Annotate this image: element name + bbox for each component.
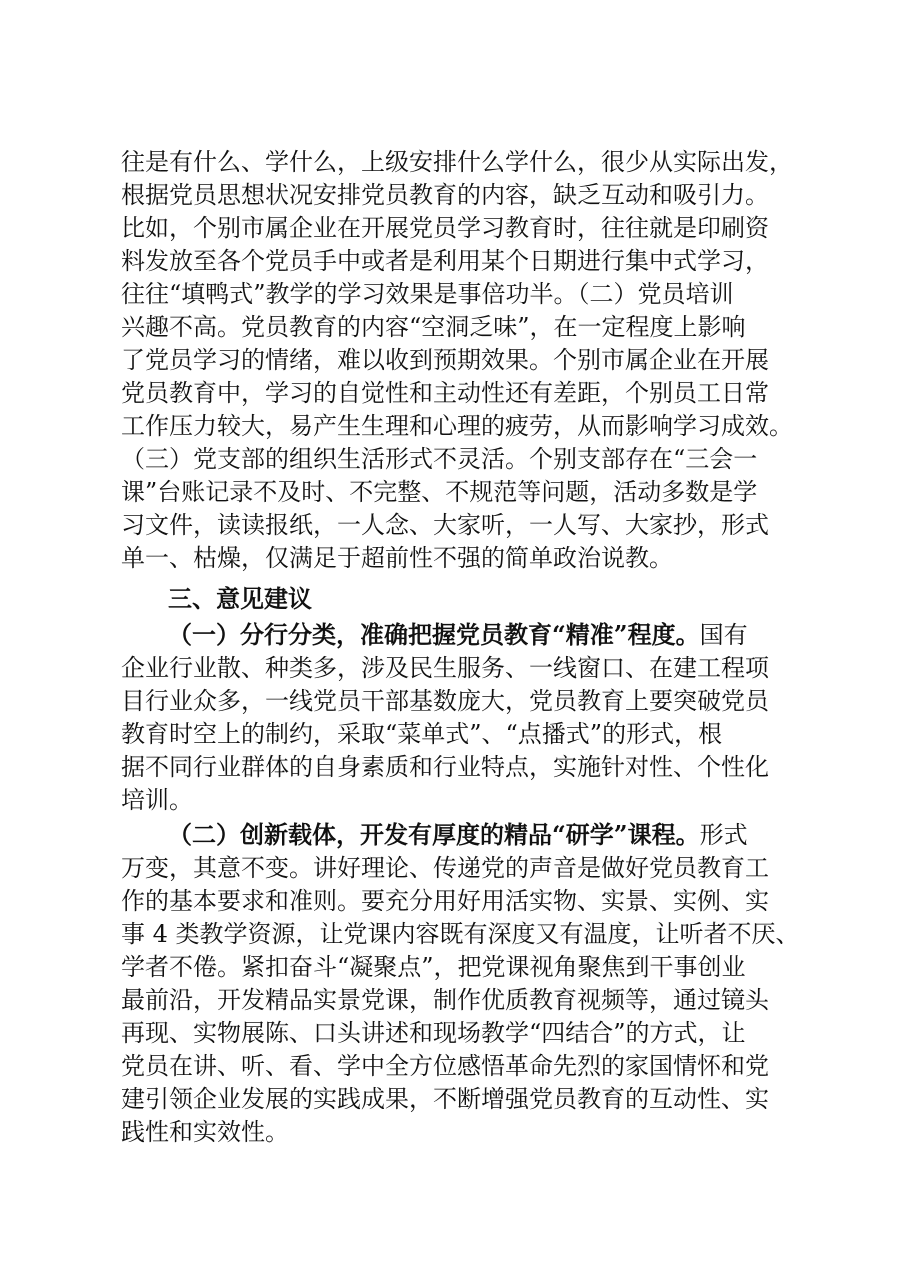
text-line: 往是有什么、学什么，上级安排什么学什么，很少从实际出发，: [121, 148, 793, 176]
text-line: 习文件，读读报纸，一人念、大家听，一人写、大家抄，形式: [121, 511, 769, 539]
suggestion-1-first-line: [168, 620, 748, 650]
suggestion-1-lead-tail: 国有: [699, 621, 748, 649]
text-line: 党员教育中，学习的自觉性和主动性还有差距，个别员工日常: [121, 379, 769, 407]
text-line: 课”台账记录不及时、不完整、不规范等问题，活动多数是学: [121, 478, 758, 506]
text-line: 往往“填鸭式”教学的学习效果是事倍功半。（二）党员培训: [121, 280, 734, 308]
text-line: 再现、实物展陈、口头讲述和现场教学“四结合”的方式，让: [121, 1019, 746, 1047]
text-line: 单一、枯燥，仅满足于超前性不强的简单政治说教。: [121, 544, 673, 572]
text-line: （三）党支部的组织生活形式不灵活。个别支部存在“三会一: [121, 445, 758, 473]
text-line: 作的基本要求和准则。要充分用好用活实物、实景、实例、实: [121, 887, 769, 915]
text-line: 建引领企业发展的实践成果，不断增强党员教育的互动性、实: [121, 1085, 769, 1113]
text-line: 学者不倦。紧扣奋斗“凝聚点”，把党课视角聚焦到干事创业: [121, 953, 746, 981]
text-line: 培训。: [121, 786, 193, 814]
text-line: 党员在讲、听、看、学中全方位感悟革命先烈的家国情怀和党: [121, 1052, 769, 1080]
text-line: 了党员学习的情绪，难以收到预期效果。个别市属企业在开展: [121, 346, 769, 374]
text-line: 践性和实效性。: [121, 1118, 289, 1146]
text-line: 最前沿，开发精品实景党课，制作优质教育视频等，通过镜头: [121, 986, 769, 1014]
suggestion-1-lead: （一）分行分类，准确把握党员教育“精准”程度。: [168, 620, 700, 649]
text-line: 兴趣不高。党员教育的内容“空洞乏味”，在一定程度上影响: [121, 313, 746, 341]
text-line: 事 4 类教学资源，让党课内容既有深度又有温度，让听者不厌、: [121, 920, 800, 948]
suggestion-2-first-line: [168, 820, 748, 850]
text-line: 万变，其意不变。讲好理论、传递党的声音是做好党员教育工: [121, 854, 769, 882]
text-line: 根据党员思想状况安排党员教育的内容，缺乏互动和吸引力。: [121, 181, 769, 209]
text-line: 教育时空上的制约，采取“菜单式”、“点播式”的形式，根: [121, 720, 723, 748]
text-line: 比如，个别市属企业在开展党员学习教育时，往往就是印刷资: [121, 214, 769, 242]
suggestion-2-lead: （二）创新载体，开发有厚度的精品“研学”课程。: [168, 820, 700, 849]
text-line: 企业行业散、种类多，涉及民生服务、一线窗口、在建工程项: [121, 654, 769, 682]
text-line: 工作压力较大，易产生生理和心理的疲劳，从而影响学习成效。: [121, 412, 793, 440]
text-line: 料发放至各个党员手中或者是利用某个日期进行集中式学习，: [121, 247, 769, 275]
section-heading: 三、意见建议: [168, 585, 312, 613]
text-line: 目行业众多，一线党员干部基数庞大，党员教育上要突破党员: [121, 687, 769, 715]
suggestion-2-lead-tail: 形式: [699, 821, 748, 849]
text-line: 据不同行业群体的自身素质和行业特点，实施针对性、个性化: [121, 753, 769, 781]
